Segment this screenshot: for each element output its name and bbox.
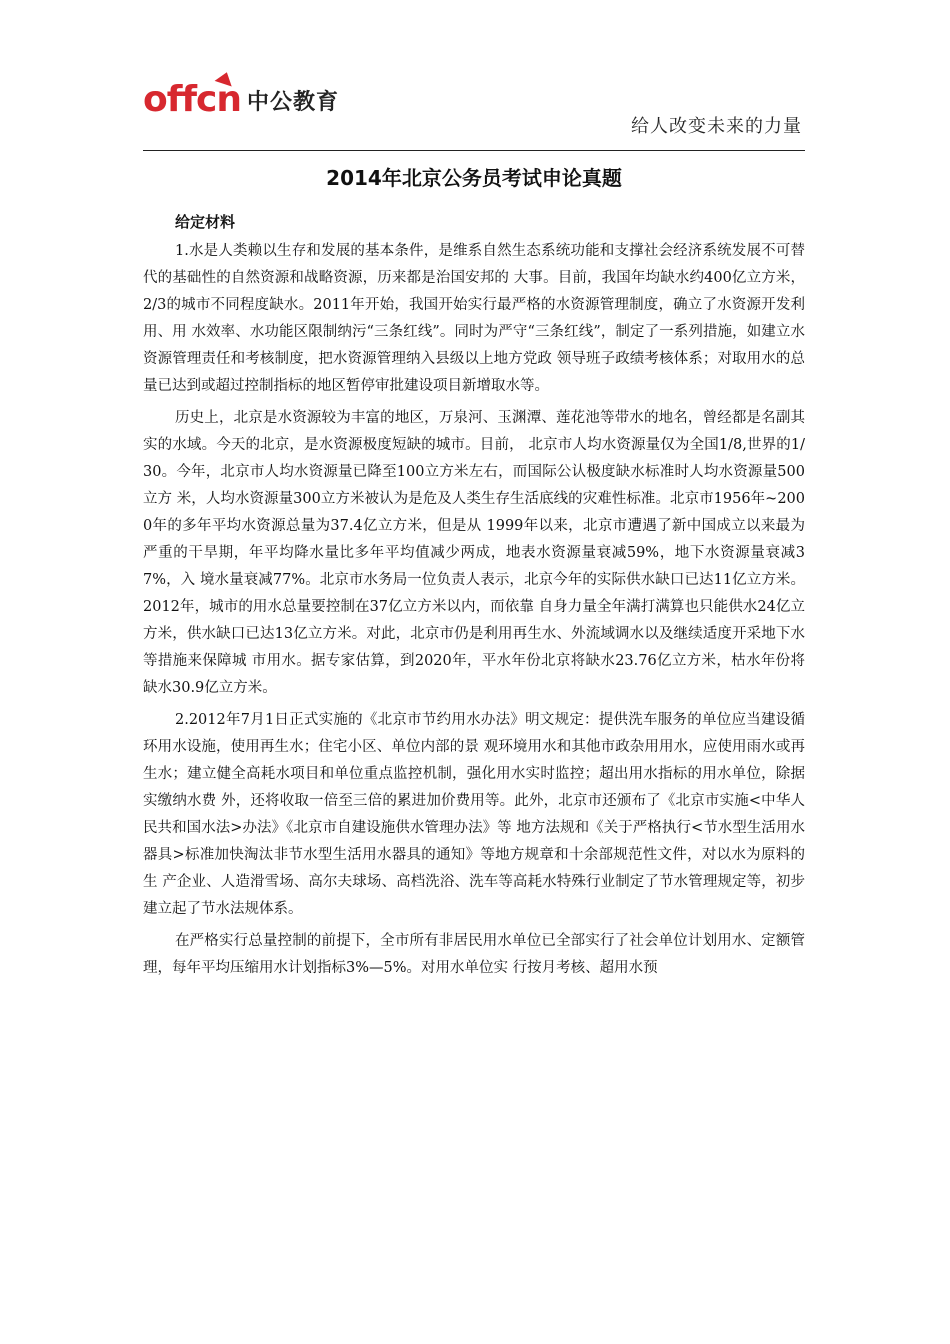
paragraph-2: 历史上，北京是水资源较为丰富的地区，万泉河、玉渊潭、莲花池等带水的地名，曾经都是名副其实的水域。今天的北京，是水资源极度短缺的城市。目前， 北京市人均水资源量仅为全国1/8,世界的1/30。今年，北京市人均水资源量已降至100立方米左右，而国际公认极度缺水标准时人均水资源量500立方 米，人均水资源量300立方米被认为是危及人类生存生活底线的灾难性标准。北京市1956年~2000年的多年平均水资源总量为37.4亿立方米，但是从 1999年以来，北京市遭遇了新中国成立以来最为严重的干旱期，年平均降水量比多年平均值减少两成，地表水资源量衰减59%，地下水资源量衰减37%，入 境水量衰减77%。北京市水务局一位负责人表示，北京今年的实际供水缺口已达11亿立方米。2012年，城市的用水总量要控制在37亿立方米以内，而依靠 自身力量全年满打满算也只能供水24亿立方米，供水缺口已达13亿立方米。对此，北京市仍是利用再生水、外流域调水以及继续适度开采地下水等措施来保障城 市用水。据专家估算，到2020年，平水年份北京将缺水23.76亿立方米，枯水年份将缺水30.9亿立方米。 <box>143 410 805 696</box>
logo-wordmark: offcn <box>143 79 242 120</box>
section-label: 给定材料 <box>175 213 236 231</box>
header-divider <box>143 150 805 151</box>
document-title: 2014年北京公务员考试申论真题 <box>326 166 622 190</box>
document-body <box>143 210 805 987</box>
logo-brand-cn: 中公教育 <box>247 90 340 115</box>
header-slogan: 给人改变未来的力量 <box>631 116 802 137</box>
offcn-logo <box>143 78 339 118</box>
paragraph-3: 2.2012年7月1日正式实施的《北京市节约用水办法》明文规定：提供洗车服务的单位应当建设循环用水设施，使用再生水；住宅小区、单位内部的景 观环境用水和其他市政杂用用水，应使用雨水或再生水；建立健全高耗水项目和单位重点监控机制，强化用水实时监控；超出用水指标的用水单位，除据实缴纳水费 外，还将收取一倍至三倍的累进加价费用等。此外，北京市还颁布了《北京市实施<中华人民共和国水法>办法》《北京市自建设施供水管理办法》等 地方法规和《关于严格执行<节水型生活用水器具>标准加快淘汰非节水型生活用水器具的通知》等地方规章和十余部规范性文件，对以水为原料的生 产企业、人造滑雪场、高尔夫球场、高档洗浴、洗车等高耗水特殊行业制定了节水管理规定等，初步建立起了节水法规体系。 <box>143 712 805 917</box>
paragraph-4: 在严格实行总量控制的前提下，全市所有非居民用水单位已全部实行了社会单位计划用水、定额管理，每年平均压缩用水计划指标3%—5%。对用水单位实 行按月考核、超用水预 <box>143 933 805 976</box>
page-header <box>0 0 950 152</box>
paragraph-1: 1.水是人类赖以生存和发展的基本条件，是维系自然生态系统功能和支撑社会经济系统发展不可替代的基础性的自然资源和战略资源，历来都是治国安邦的 大事。目前，我国年均缺水约400亿立方米，2/3的城市不同程度缺水。2011年开始，我国开始实行最严格的水资源管理制度，确立了水资源开发利用、用 水效率、水功能区限制纳污“三条红线”。同时为严守“三条红线”，制定了一系列措施，如建立水资源管理责任和考核制度，把水资源管理纳入县级以上地方党政 领导班子政绩考核体系；对取用水的总量已达到或超过控制指标的地区暂停审批建设项目新增取水等。 <box>143 243 805 394</box>
